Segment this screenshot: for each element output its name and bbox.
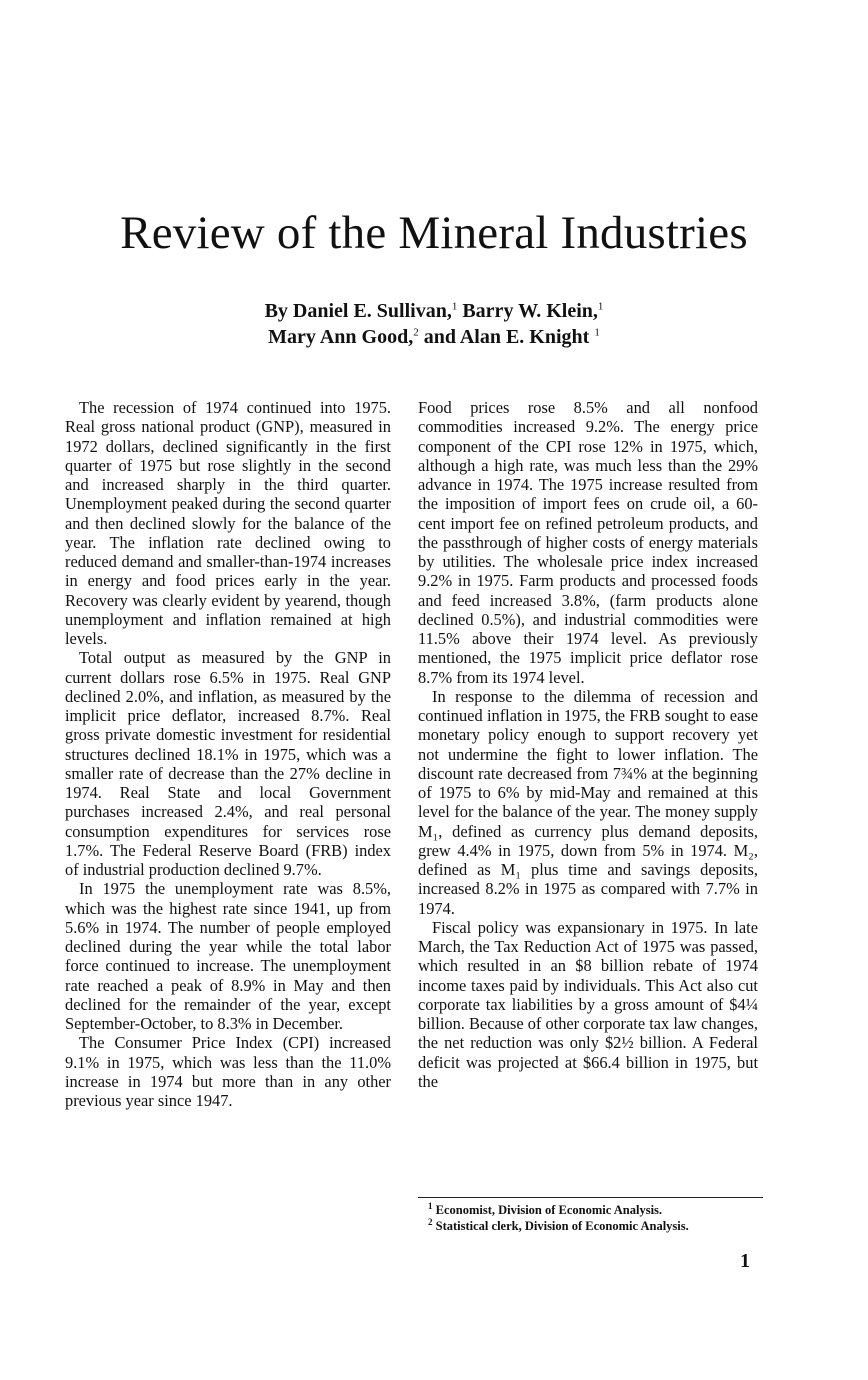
page-number: 1 bbox=[740, 1250, 750, 1272]
footnote-text: Economist, Division of Economic Analysis. bbox=[432, 1203, 663, 1217]
byline-line-2 bbox=[0, 324, 868, 350]
footnote-item bbox=[418, 1202, 763, 1218]
footnotes bbox=[418, 1197, 763, 1234]
author-name: Mary Ann Good, bbox=[268, 326, 414, 348]
author-name: Barry W. Klein, bbox=[457, 300, 598, 322]
left-text-column bbox=[65, 398, 391, 1110]
footnote-mark: 1 bbox=[428, 1200, 433, 1211]
footnote-mark: 1 bbox=[451, 300, 458, 313]
footnote-mark: 1 bbox=[594, 326, 600, 339]
body-paragraph: Total output as measured by the GNP in current dollars rose 6.5% in 1975. Real GNP declined 2.0%, and inflation, as measured by the implicit price deflator, increased 8.7%. Real gross private domestic investment for residential structures declined 18.1% in 1975, which was a smaller rate of decrease than the 27% decline in 1974. Real State and local Government purchases increased 2.4%, and real personal consumption expenditures for services rose 1.7%. The Federal Reserve Board (FRB) index of industrial production declined 9.7%. bbox=[65, 648, 391, 879]
body-paragraph: The Consumer Price Index (CPI) increased 9.1% in 1975, which was less than the 11.0% increase in 1974 but more than in any other previous year since 1947. bbox=[65, 1033, 391, 1110]
footnote-mark: 2 bbox=[413, 326, 419, 339]
author-name: By Daniel E. Sullivan, bbox=[264, 300, 452, 322]
footnote-mark: 1 bbox=[597, 300, 604, 313]
author-name: and Alan E. Knight bbox=[418, 326, 595, 348]
byline-line-1 bbox=[0, 298, 868, 324]
footnote-text: Statistical clerk, Division of Economic Analysis. bbox=[432, 1219, 689, 1233]
body-paragraph: Fiscal policy was expansionary in 1975. In late March, the Tax Reduction Act of 1975 was passed, which resulted in an $8 billion rebate of 1974 income taxes paid by individuals. This Act also cut corporate tax liabilities by a gross amount of $4¼ billion. Because of other corporate tax law changes, the net reduction was only $2½ billion. A Federal deficit was projected at $66.4 billion in 1975, but the bbox=[418, 917, 758, 1091]
body-paragraph: The recession of 1974 continued into 1975. Real gross national product (GNP), measured in 1972 dollars, declined significantly in the first quarter of 1975 but rose slightly in the second and increased sharply in the third quarter. Unemployment peaked during the second quarter and then declined slowly for the balance of the year. The inflation rate declined owing to reduced demand and smaller-than-1974 increases in energy and food prices early in the year. Recovery was clearly evident by yearend, though unemployment and inflation remained at high levels. bbox=[65, 398, 391, 648]
author-byline bbox=[0, 298, 868, 350]
body-paragraph: In response to the dilemma of recession and continued inflation in 1975, the FRB sought to ease monetary policy enough to support recovery yet not undermine the fight to lower inflation. The discount rate decreased from 7¾% at the beginning of 1975 to 6% by mid-May and remained at this level for the balance of the year. The money supply M₁, defined as currency plus demand deposits, grew 4.4% in 1975, down from 5% in 1974. M₂, defined as M₁ plus time and savings deposits, increased 8.2% in 1975 as compared with 7.7% in 1974. bbox=[418, 686, 758, 918]
body-paragraph: In 1975 the unemployment rate was 8.5%, which was the highest rate since 1941, up from 5.6% in 1974. The number of people employed declined during the year while the total labor force continued to increase. The unemployment rate reached a peak of 8.9% in May and then declined for the remainder of the year, except September-October, to 8.3% in December. bbox=[65, 879, 391, 1033]
page-title: Review of the Mineral Industries bbox=[120, 207, 748, 259]
footnote-mark: 2 bbox=[428, 1216, 433, 1227]
footnote-item bbox=[418, 1218, 763, 1234]
right-text-column bbox=[418, 398, 758, 1091]
body-paragraph: Food prices rose 8.5% and all nonfood commodities increased 9.2%. The energy price component of the CPI rose 12% in 1975, which, although a high rate, was much less than the 29% advance in 1974. The 1975 increase resulted from the imposition of import fees on crude oil, a 60-cent import fee on refined petroleum products, and the passthrough of higher costs of energy materials by utilities. The wholesale price index increased 9.2% in 1975. Farm products and processed foods and feed increased 3.8%, (farm products alone declined 0.5%), and industrial commodities were 11.5% above their 1974 level. As previously mentioned, the 1975 implicit price deflator rose 8.7% from its 1974 level. bbox=[418, 398, 758, 687]
